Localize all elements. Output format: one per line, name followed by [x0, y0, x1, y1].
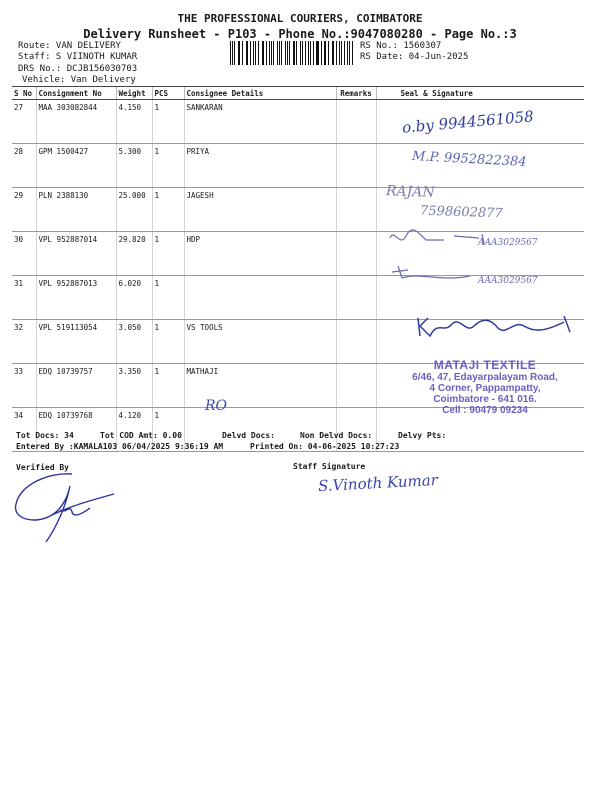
sno-cell: 31: [12, 276, 36, 320]
table-header-row: [12, 87, 584, 100]
consignment-cell: PLN 2388130: [36, 188, 116, 232]
sno-cell: 32: [12, 320, 36, 364]
staff-signature-label: Staff Signature: [293, 462, 366, 471]
company-title: THE PROFESSIONAL COURIERS, COIMBATORE: [177, 12, 423, 25]
signature-scribble: [414, 312, 584, 342]
barcode-bar: [349, 41, 350, 65]
handwritten-signature-row32: [414, 312, 584, 342]
stamp-address-line: 6/46, 47, Edayarpalayam Road,: [412, 372, 558, 383]
pcs-cell: 1: [152, 364, 184, 408]
route-label: Route: VAN DELIVERY: [18, 41, 121, 51]
pcs-cell: 1: [152, 232, 184, 276]
consignee-cell: [184, 276, 336, 320]
consignee-cell: SANKARAN: [184, 100, 336, 144]
weight-cell: 4.150: [116, 100, 152, 144]
column-header: Remarks: [336, 87, 376, 100]
barcode-bar: [238, 41, 239, 65]
remarks-cell: [336, 100, 376, 144]
column-header: Seal & Signature: [376, 87, 584, 100]
handwritten-name-row29: RAJAN: [385, 183, 435, 201]
handwritten-signature-row31: AAA3029567: [390, 262, 570, 294]
weight-cell: 5.300: [116, 144, 152, 188]
weight-cell: 25.000: [116, 188, 152, 232]
barcode-bar: [273, 41, 274, 65]
delivered-docs: Delvd Docs:: [222, 431, 275, 440]
barcode-bar: [287, 41, 288, 65]
column-header: PCS: [152, 87, 184, 100]
handwritten-signature-row27: o.by 9944561058: [401, 107, 535, 137]
remarks-cell: [336, 144, 376, 188]
handwritten-signature-row28: M.P. 9952822384: [411, 149, 527, 170]
barcode-bar: [266, 41, 267, 65]
rs-number: RS No.: 1560307: [360, 41, 442, 51]
barcode-bar: [239, 41, 240, 65]
consignment-cell: EDQ 10739757: [36, 364, 116, 408]
barcode-image: [230, 41, 355, 65]
remarks-cell: [336, 364, 376, 408]
barcode-bar: [258, 41, 259, 65]
barcode-bar: [339, 41, 340, 65]
vehicle-label: Vehicle: Van Delivery: [22, 75, 136, 85]
weight-cell: 3.050: [116, 320, 152, 364]
signature-scribble: [10, 470, 120, 550]
column-header: Weight: [116, 87, 152, 100]
consignment-cell: VPL 952887014: [36, 232, 116, 276]
weight-cell: 4.120: [116, 408, 152, 452]
handwritten-phone-row29: 7598602877: [419, 203, 503, 222]
consignee-cell: VS TOOLS: [184, 320, 336, 364]
pcs-cell: 1: [152, 408, 184, 452]
pcs-cell: 1: [152, 144, 184, 188]
total-docs: Tot Docs: 34: [16, 431, 74, 440]
stamp-address-line: Coimbatore - 641 016.: [433, 394, 537, 405]
handwritten-signature-row30: AAA3029567: [384, 226, 554, 256]
company-stamp: [380, 358, 590, 416]
remarks-cell: [336, 320, 376, 364]
delivery-points: Delvy Pts:: [398, 431, 447, 440]
consignment-cell: VPL 952887013: [36, 276, 116, 320]
column-header: S No: [12, 87, 36, 100]
barcode-bar: [296, 41, 297, 65]
barcode-bar: [253, 41, 254, 65]
barcode-bar: [281, 41, 282, 65]
consignee-cell: MATHAJI: [184, 364, 336, 408]
remarks-cell: [336, 232, 376, 276]
consignment-cell: EDQ 10739768: [36, 408, 116, 452]
remarks-cell: [336, 188, 376, 232]
barcode-bar: [310, 41, 311, 65]
consignee-cell: JAGESH: [184, 188, 336, 232]
barcode-bar: [250, 41, 251, 65]
barcode-bar: [317, 41, 318, 65]
consignment-cell: GPM 1500427: [36, 144, 116, 188]
sno-cell: 28: [12, 144, 36, 188]
sno-cell: 33: [12, 364, 36, 408]
pcs-cell: 1: [152, 276, 184, 320]
drs-number: DRS No.: DCJB156030703: [18, 64, 138, 74]
verified-by-label: Verified By: [16, 463, 69, 472]
barcode-bar: [277, 41, 278, 65]
rs-date: RS Date: 04-Jun-2025: [360, 52, 469, 62]
remarks-cell: [336, 276, 376, 320]
sno-cell: 30: [12, 232, 36, 276]
pcs-cell: 1: [152, 100, 184, 144]
non-delivered-docs: Non Delvd Docs:: [300, 431, 373, 440]
handwritten-mark-row34: RO: [205, 398, 228, 414]
runsheet-title: Delivery Runsheet - P103 - Phone No.:9047080280 - Page No.:3: [83, 27, 517, 41]
staff-label: Staff: S VIINOTH KUMAR: [18, 52, 138, 62]
staff-signature: S.Vinoth Kumar: [317, 470, 439, 496]
total-cod: Tot COD Amt: 0.00: [100, 431, 182, 440]
pcs-cell: 1: [152, 188, 184, 232]
barcode-bar: [332, 41, 333, 65]
sno-cell: 29: [12, 188, 36, 232]
sno-cell: 34: [12, 408, 36, 452]
stamp-name: MATAJI TEXTILE: [433, 358, 537, 372]
entered-by: Entered By :KAMALA103 06/04/2025 9:36:19 AM: [16, 442, 224, 451]
printed-on: Printed On: 04-06-2025 10:27:23: [250, 442, 400, 451]
consignment-cell: VPL 519113054: [36, 320, 116, 364]
verified-signature: [10, 470, 120, 554]
column-header: Consignee Details: [184, 87, 336, 100]
stamp-address-line: 4 Corner, Pappampatty,: [429, 383, 541, 394]
weight-cell: 3.350: [116, 364, 152, 408]
consignment-cell: MAA 303082844: [36, 100, 116, 144]
column-header: Consignment No: [36, 87, 116, 100]
barcode-bar: [230, 41, 231, 65]
consignee-cell: PRIYA: [184, 144, 336, 188]
pcs-cell: 1: [152, 320, 184, 364]
barcode-bar: [300, 41, 301, 65]
weight-cell: 29.820: [116, 232, 152, 276]
weight-cell: 6.020: [116, 276, 152, 320]
consignee-cell: HDP: [184, 232, 336, 276]
barcode-bar: [325, 41, 326, 65]
barcode-bar: [308, 41, 309, 65]
stamp-phone: Cell : 90479 09234: [442, 405, 528, 416]
sno-cell: 27: [12, 100, 36, 144]
barcode-bar: [341, 41, 342, 65]
